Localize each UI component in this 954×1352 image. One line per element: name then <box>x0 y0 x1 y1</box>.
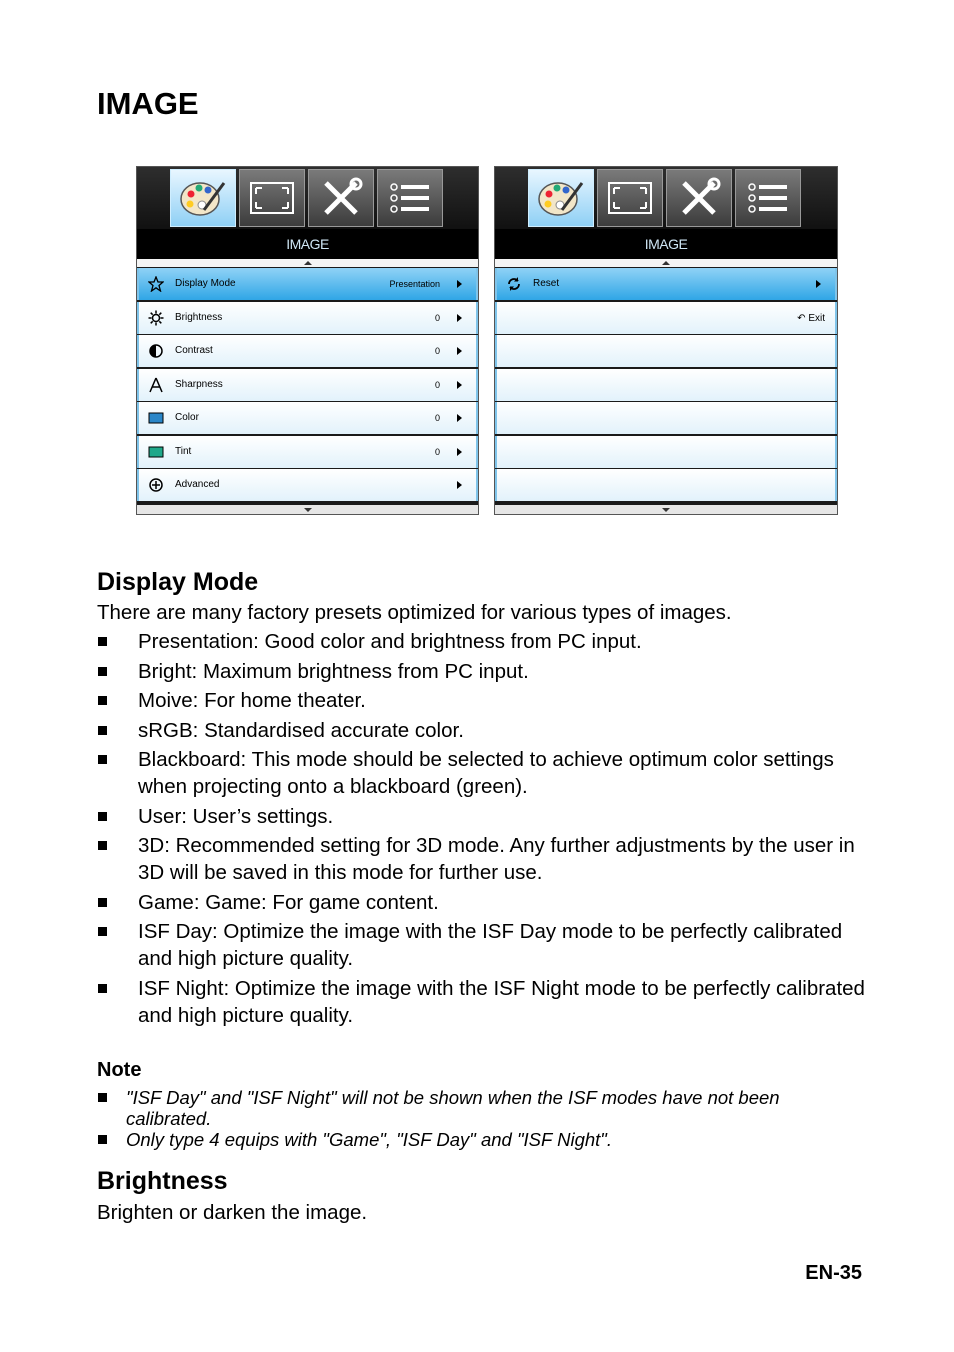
chevron-right-icon <box>457 347 462 355</box>
list-item: Presentation: Good color and brightness from PC input. <box>97 628 867 655</box>
scroll-down-icon[interactable] <box>495 505 837 514</box>
menu-row-sharpness[interactable] <box>137 369 478 401</box>
tint-icon <box>148 444 164 460</box>
palette-icon <box>178 177 228 219</box>
options-icon <box>743 177 793 219</box>
tab-display[interactable] <box>239 169 305 227</box>
note-item: "ISF Day" and "ISF Night" will not be shown when the ISF modes have not been calibrated. <box>97 1087 857 1129</box>
page-title: IMAGE <box>97 86 199 121</box>
menu-row-brightness[interactable] <box>137 302 478 334</box>
list-item: Blackboard: This mode should be selected to achieve optimum color settings when projecting onto a blackboard (green). <box>97 746 867 800</box>
tab-options[interactable] <box>377 169 443 227</box>
row-label: Tint <box>175 445 192 457</box>
menu-row-empty <box>495 436 837 468</box>
palette-icon <box>536 177 586 219</box>
list-item: Bright: Maximum brightness from PC input. <box>97 658 867 685</box>
screen-icon <box>247 177 297 219</box>
row-label: Display Mode <box>175 278 236 289</box>
note-list <box>97 1087 857 1150</box>
row-label: Contrast <box>175 345 213 356</box>
menu-row-display-mode[interactable] <box>137 268 478 300</box>
display-mode-intro: There are many factory presets optimized for various types of images. <box>97 601 732 624</box>
list-item: User: User’s settings. <box>97 803 867 830</box>
row-value: 0 <box>434 446 440 457</box>
scroll-down-icon[interactable] <box>137 505 478 514</box>
tab-display[interactable] <box>597 169 663 227</box>
note-item: Only type 4 equips with "Game", "ISF Day" and "ISF Night". <box>97 1129 857 1150</box>
row-label: Sharpness <box>175 378 223 390</box>
tab-image[interactable] <box>528 169 594 227</box>
menu-row-empty <box>495 369 837 401</box>
reset-icon <box>506 276 522 292</box>
chevron-right-icon <box>457 448 462 456</box>
chevron-right-icon <box>816 280 821 288</box>
section-heading-brightness: Brightness <box>97 1167 228 1195</box>
menu-row-exit[interactable] <box>495 302 837 334</box>
chevron-right-icon <box>457 414 462 422</box>
osd-menu-image-page2 <box>494 166 838 515</box>
osd-tab-bar <box>137 167 478 229</box>
advanced-icon <box>148 477 164 493</box>
osd-title: IMAGE <box>495 229 837 259</box>
chevron-right-icon <box>457 280 462 288</box>
chevron-right-icon <box>457 381 462 389</box>
sun-icon <box>148 310 164 326</box>
row-value: 0 <box>434 413 440 423</box>
list-item: sRGB: Standardised accurate color. <box>97 717 867 744</box>
menu-row-contrast[interactable] <box>137 335 478 367</box>
screen-icon <box>605 177 655 219</box>
row-value: 0 <box>434 379 440 390</box>
exit-icon: ↶ <box>797 312 809 324</box>
row-label: Reset <box>533 278 560 289</box>
list-item: Game: Game: For game content. <box>97 889 867 916</box>
osd-tab-bar <box>495 167 837 229</box>
chevron-right-icon <box>457 314 462 322</box>
sharpness-icon <box>148 377 164 393</box>
row-label: Brightness <box>175 311 223 323</box>
contrast-icon <box>148 343 164 359</box>
chevron-right-icon <box>457 481 462 489</box>
list-item: Moive: For home theater. <box>97 687 867 714</box>
osd-title: IMAGE <box>137 229 478 259</box>
note-heading: Note <box>97 1059 142 1081</box>
scroll-up-icon[interactable] <box>495 259 837 267</box>
list-item: ISF Night: Optimize the image with the ISF Night mode to be perfectly calibrated and high picture quality. <box>97 975 867 1029</box>
display-mode-list <box>97 628 867 1031</box>
exit-label: Exit <box>808 312 825 324</box>
menu-row-advanced[interactable] <box>137 469 478 501</box>
tab-image[interactable] <box>170 169 236 227</box>
brightness-text: Brighten or darken the image. <box>97 1201 368 1224</box>
color-icon <box>148 410 164 426</box>
row-label: Advanced <box>175 479 220 490</box>
menu-row-tint[interactable] <box>137 436 478 468</box>
list-item: ISF Day: Optimize the image with the ISF Day mode to be perfectly calibrated and high picture quality. <box>97 918 867 972</box>
star-icon <box>148 276 164 292</box>
row-label: Color <box>175 412 199 423</box>
menu-row-empty <box>495 469 837 501</box>
row-value: 0 <box>434 346 440 356</box>
osd-menu-image <box>136 166 479 515</box>
tab-setup[interactable] <box>666 169 732 227</box>
scroll-up-icon[interactable] <box>137 259 478 267</box>
row-value: 0 <box>434 312 440 323</box>
menu-row-empty <box>495 335 837 367</box>
tools-icon <box>674 177 724 219</box>
tab-options[interactable] <box>735 169 801 227</box>
tab-setup[interactable] <box>308 169 374 227</box>
list-item: 3D: Recommended setting for 3D mode. Any further adjustments by the user in 3D will be saved in this mode for further use. <box>97 832 867 886</box>
menu-row-color[interactable] <box>137 402 478 434</box>
menu-row-empty <box>495 402 837 434</box>
row-value: Presentation <box>389 279 440 289</box>
tools-icon <box>316 177 366 219</box>
page-number: EN-35 <box>805 1262 862 1284</box>
options-icon <box>385 177 435 219</box>
exit-button[interactable] <box>797 313 825 324</box>
menu-row-reset[interactable] <box>495 268 837 300</box>
section-heading-display-mode: Display Mode <box>97 568 259 596</box>
